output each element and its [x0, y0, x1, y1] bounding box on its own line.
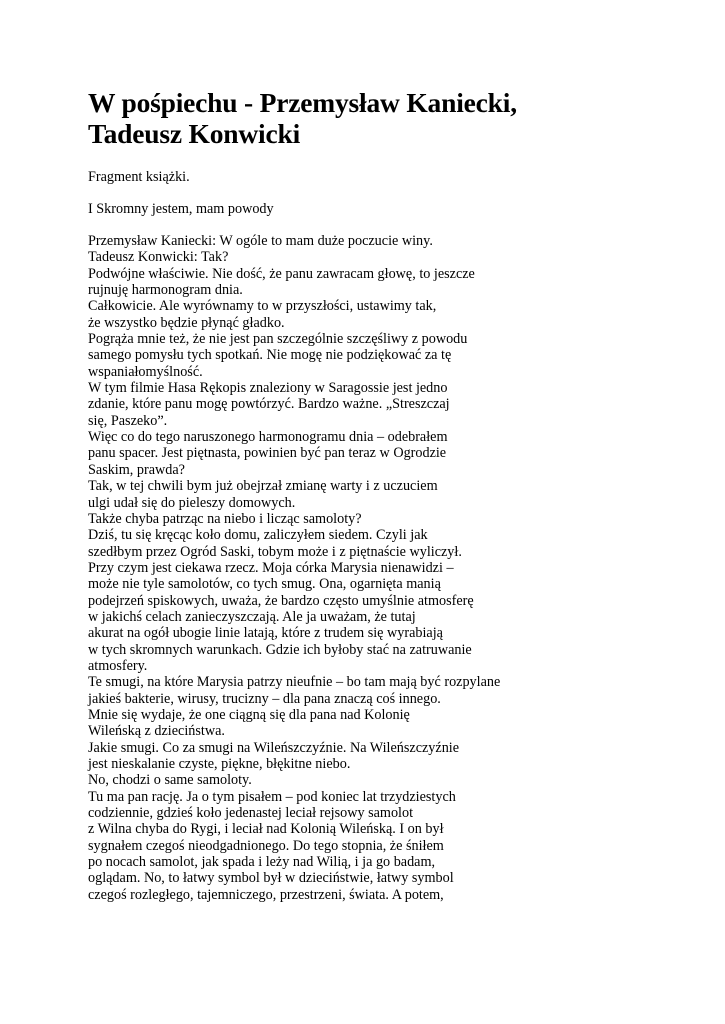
text-line: jest nieskalanie czyste, piękne, błękitne niebo. — [88, 756, 351, 772]
text-line: się, Paszeko”. — [88, 412, 168, 429]
text-line: akurat na ogół ubogie linie latają, które z trudem się wyrabiają — [88, 625, 443, 642]
text-line: w jakichś celach zanieczyszczają. Ale ja uważam, że tutaj — [88, 608, 416, 625]
text-line: Podwójne właściwie. Nie dość, że panu zawracam głowę, to jeszcze — [88, 265, 475, 282]
text-line: jakieś bakterie, wirusy, trucizny – dla pana znaczą coś innego. — [88, 690, 441, 707]
text-line: Wileńską z dzieciństwa. — [88, 723, 225, 740]
text-line: Tak, w tej chwili bym już obejrzał zmianę warty i z uczuciem — [88, 478, 438, 495]
text-line: No, chodzi o same samoloty. — [88, 772, 252, 789]
text-line: że wszystko będzie płynąć gładko. — [88, 314, 285, 331]
text-line: Więc co do tego naruszonego harmonogramu dnia – odebrałem — [88, 429, 448, 446]
title-line: Tadeusz Konwicki — [88, 118, 301, 149]
text-line: Te smugi, na które Marysia patrzy nieufnie – bo tam mają być rozpylane — [88, 674, 501, 691]
chapter-heading: I Skromny jestem, mam powody — [88, 201, 274, 217]
text-line: Także chyba patrząc na niebo i licząc samoloty? — [88, 510, 362, 527]
text-line: Saskim, prawda? — [88, 461, 185, 478]
intro-text: Fragment książki. — [88, 169, 190, 185]
text-line: czegoś rozległego, tajemniczego, przestrzeni, świata. A potem, — [88, 886, 444, 903]
text-line: zdanie, które panu mogę powtórzyć. Bardzo ważne. „Streszczaj — [88, 396, 450, 413]
text-line: szedłbym przez Ogród Saski, tobym może i z piętnaście wyliczył. — [88, 543, 462, 560]
text-line: sygnałem czegoś nieodgadnionego. Do tego stopnia, że śniłem — [88, 837, 444, 854]
text-line: w tych skromnych warunkach. Gdzie ich byłoby stać na zatruwanie — [88, 641, 472, 658]
text-line: Mnie się wydaje, że one ciągną się dla pana nad Kolonię — [88, 706, 410, 723]
text-line: Pogrąża mnie też, że nie jest pan szczególnie szczęśliwy z powodu — [88, 331, 468, 348]
text-line: Całkowicie. Ale wyrównamy to w przyszłości, ustawimy tak, — [88, 298, 437, 315]
text-line: Tu ma pan rację. Ja o tym pisałem – pod koniec lat trzydziestych — [88, 788, 456, 805]
text-line: Przemysław Kaniecki: W ogóle to mam duże poczucie winy. — [88, 233, 433, 249]
document-title — [88, 87, 708, 149]
text-line: po nocach samolot, jak spada i leży nad Wilią, i ja go badam, — [88, 854, 436, 871]
text-line: Tadeusz Konwicki: Tak? — [88, 249, 229, 266]
text-line: codziennie, gdzieś koło jedenastej leciał rejsowy samolot — [88, 805, 414, 822]
text-line: może nie tyle samolotów, co tych smug. Ona, ogarnięta manią — [88, 576, 441, 593]
text-line: Dziś, tu się kręcąc koło domu, zaliczyłem siedem. Czyli jak — [88, 527, 428, 544]
body-text — [88, 233, 708, 903]
title-line: W pośpiechu - Przemysław Kaniecki, — [88, 87, 517, 118]
text-line: atmosfery. — [88, 657, 148, 674]
document-page — [88, 87, 708, 903]
text-line: z Wilna chyba do Rygi, i leciał nad Kolonią Wileńską. I on był — [88, 821, 444, 838]
text-line: podejrzeń spiskowych, uważa, że bardzo często umyślnie atmosferę — [88, 592, 474, 609]
text-line: ulgi udał się do pieleszy domowych. — [88, 494, 296, 511]
text-line: Przy czym jest ciekawa rzecz. Moja córka Marysia nienawidzi – — [88, 559, 454, 576]
text-line: wspaniałomyślność. — [88, 363, 203, 380]
text-line: rujnuję harmonogram dnia. — [88, 282, 243, 299]
text-line: W tym filmie Hasa Rękopis znaleziony w Saragossie jest jedno — [88, 380, 448, 397]
text-line: oglądam. No, to łatwy symbol był w dzieciństwie, łatwy symbol — [88, 870, 454, 887]
text-line: samego pomysłu tych spotkań. Nie mogę nie podziękować za tę — [88, 347, 452, 364]
text-line: Jakie smugi. Co za smugi na Wileńszczyźnie. Na Wileńszczyźnie — [88, 739, 460, 756]
text-line: panu spacer. Jest piętnasta, powinien być pan teraz w Ogrodzie — [88, 445, 447, 462]
